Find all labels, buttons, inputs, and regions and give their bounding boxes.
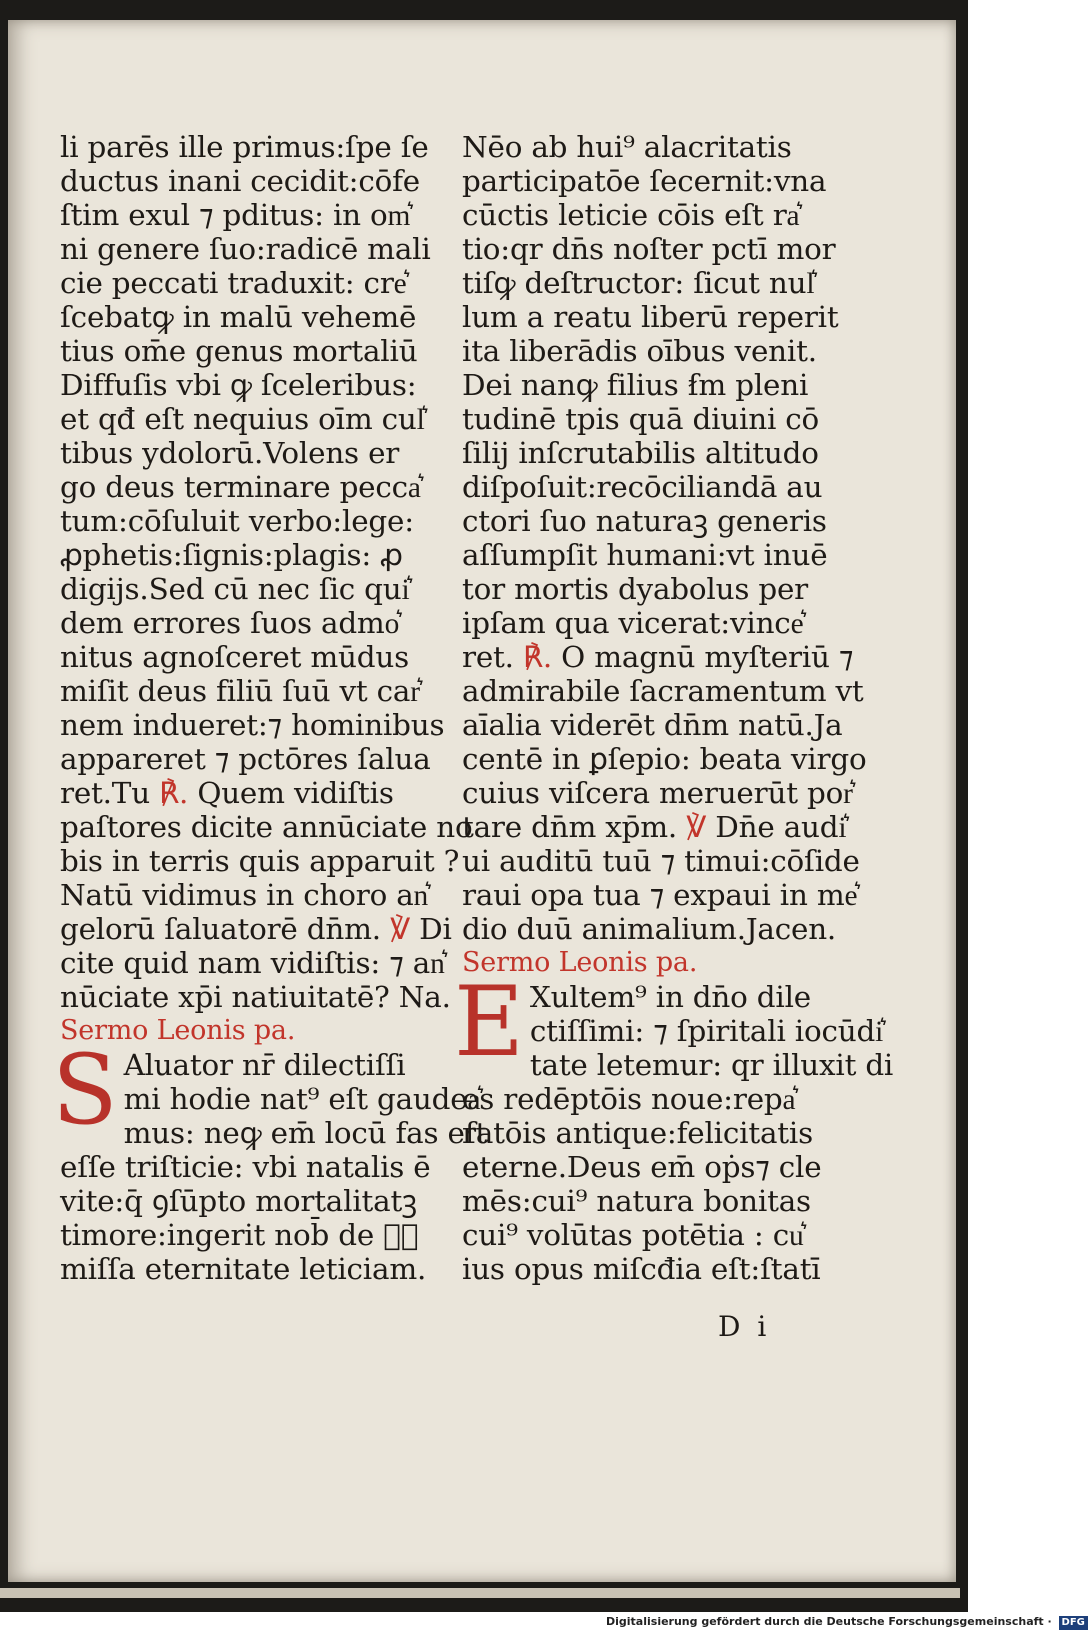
text-line — [60, 776, 432, 810]
text-line: cite quid nam vidiſtis: ⁊ an͛ — [60, 946, 445, 980]
text-line: digijs.Sed cū nec ſic qui͛ — [60, 572, 410, 606]
text-segment: Di — [419, 912, 452, 946]
text-segment: gelorū ſaluatorē dn̄m. — [60, 912, 381, 946]
text-line: ductus inani cecidit:cōfe — [60, 164, 420, 198]
text-segment: Dn̄e audi͛ — [715, 810, 847, 844]
dfg-logo: DFG — [1059, 1616, 1088, 1630]
text-line: tudinē tpis quā diuini cō — [462, 402, 820, 436]
rubric-mark: ℟. — [159, 776, 189, 810]
text-line: cūctis leticie cōis eſt ra͛ — [462, 198, 800, 232]
text-line: tibus ydolorū.Volens er — [60, 436, 400, 470]
rubric-mark: ℣ — [686, 810, 707, 844]
text-line: mus: neꝙ em̄ locū fas eſt — [123, 1116, 487, 1150]
text-line: mi hodie nat⁹ eſt gaudea͛ — [123, 1082, 481, 1116]
text-segment: ret. — [462, 640, 514, 674]
text-segment: ret.Tu — [60, 776, 150, 810]
text-line: appareret ⁊ pctōres ſalua — [60, 742, 431, 776]
text-line: Natū vidimus in choro an͛ — [60, 878, 429, 912]
text-line: nem indueret:⁊ hominibus — [60, 708, 445, 742]
text-line: et qđ eſt nequius oīm cul͛ — [60, 402, 425, 436]
text-line: tum:cōſuluit verbo:lege: — [60, 504, 414, 538]
text-line: nitus agnoſceret mūdus — [60, 640, 410, 674]
text-segment: Quem vidiſtis — [197, 776, 394, 810]
text-line: ꝓphetis:ſignis:plagis: ꝓ — [60, 538, 403, 572]
text-line — [462, 810, 847, 844]
text-line: diſpoſuit:recōciliandā au — [462, 470, 823, 504]
text-line: ius opus miſcđia eſt:ſtatī — [462, 1252, 821, 1286]
text-line: tor mortis dyabolus per — [462, 572, 809, 606]
text-line: Xultem⁹ in dn̄o dile — [529, 980, 811, 1014]
text-line: nūciate xp̄i natiuitatē? Na. — [60, 980, 451, 1014]
text-line: eterne.Deus em̄ oṗs⁊ cle — [462, 1150, 822, 1184]
text-line: tiſꝙ deſtructor: ſicut nul͛ — [462, 266, 815, 300]
text-line: miſit deus filiū ſuū vt car͛ — [60, 674, 420, 708]
page-edge — [0, 1588, 960, 1598]
text-line: cui⁹ volūtas potētia : cu͛ — [462, 1218, 804, 1252]
text-segment: O magnū myſteriū ⁊ — [561, 640, 854, 674]
text-line: cie peccati traduxit: cre͛ — [60, 266, 407, 300]
text-line: bis in terris quis apparuit ? — [60, 844, 460, 878]
text-line: dio duū animalium.Jacen. — [462, 912, 837, 946]
text-line: tius om̄e genus mortaliū — [60, 334, 418, 368]
text-line: eſſe triſticie: vbi natalis ē — [60, 1150, 431, 1184]
text-line: ipſam qua vicerat:vince͛ — [462, 606, 804, 640]
text-line: ita liberādis oībus venit. — [462, 334, 817, 368]
text-line — [462, 640, 854, 674]
text-line: tate letemur: qr illuxit di — [529, 1048, 894, 1082]
text-line: participatōe ſecernit:vna — [462, 164, 827, 198]
text-line — [60, 912, 452, 946]
rubric-mark: ℟. — [522, 640, 553, 674]
text-line: admirabile ſacramentum vt — [462, 674, 864, 708]
text-line: ſilij inſcrutabilis altitudo — [462, 436, 819, 470]
text-line: cuius viſcera meruerūt por͛ — [462, 776, 853, 810]
text-line: Aluator nr̄ dilectiſſi — [123, 1048, 406, 1082]
text-line: raui opa tua ⁊ expaui in me͛ — [462, 878, 858, 912]
text-segment: tare dn̄m xp̄m. — [462, 810, 678, 844]
text-line: aīalia viderēt dn̄m natū.Ja — [462, 708, 843, 742]
text-line: es redēptōis noue:repa͛ — [462, 1082, 796, 1116]
right-text-column — [454, 130, 894, 1286]
footer-credit — [606, 1612, 1085, 1632]
text-line: lum a reatu liberū reperit — [462, 300, 839, 334]
text-line: ratōis antique:felicitatis — [462, 1116, 813, 1150]
text-line: go deus terminare pecca͛ — [60, 470, 421, 504]
text-line: Nēo ab hui⁹ alacritatis — [462, 130, 792, 164]
text-line: ctiſſimi: ⁊ ſpiritali iocūdi͛ — [529, 1014, 884, 1048]
text-line: ſcebatꝙ in malū vehemē — [60, 300, 417, 334]
text-line: Dei nanꝙ filius ẜm pleni — [462, 368, 809, 402]
text-line: tio:qr dn̄s noſter pctī mor — [462, 232, 836, 266]
rubric-mark: ℣ — [390, 912, 410, 946]
text-line: mēs:cui⁹ natura bonitas — [462, 1184, 811, 1218]
sermon-heading: Sermo Leonis pa. — [60, 1015, 296, 1046]
text-line: ui auditū tuū ⁊ timui:cōſide — [462, 844, 860, 878]
text-line: paſtores dicite annūciate no — [60, 810, 473, 844]
text-line: miſſa eternitate leticiam. — [60, 1252, 427, 1286]
text-line: vite:q̄ ꝯſūpto mortalitatꝫ — [60, 1184, 417, 1218]
red-initial-e: E — [454, 966, 524, 1078]
text-line: li parēs ille primus:ſpe ſe — [60, 130, 429, 164]
signature-mark: D i — [718, 1310, 771, 1343]
text-line: dem errores ſuos admo͛ — [60, 606, 400, 640]
red-initial-s: S — [52, 1034, 118, 1146]
text-line: ctori ſuo naturaꝫ generis — [462, 504, 827, 538]
sermon-heading: Sermo Leonis pa. — [462, 947, 698, 978]
text-line: ſtim exul ⁊ pditus: in om͛ — [60, 198, 411, 232]
text-line: Diffuſis vbi ꝙ ſceleribus: — [60, 368, 417, 402]
text-line: aſſumpſit humani:vt inuē — [462, 538, 828, 572]
text-line: timore:ingerit nob̄ de ꝓ͛ — [60, 1218, 419, 1252]
text-line: ni genere ſuo:radicē mali — [60, 232, 431, 266]
text-line: centē in ꝑſepio: beata virgo — [462, 742, 867, 776]
footer-text: Digitalisierung gefördert durch die Deutsche Forschungsgemeinschaft · — [606, 1615, 1052, 1628]
left-text-column — [52, 130, 487, 1286]
